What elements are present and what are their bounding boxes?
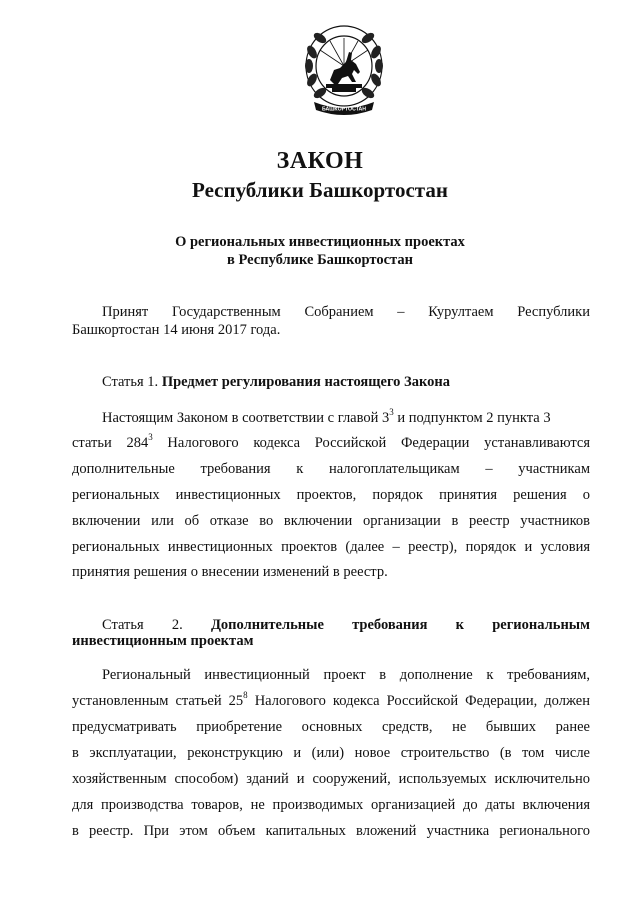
article-1-line-1: Настоящим Законом в соответствии с главой $3^3$ и подпунктом 2 пункта 3	[102, 407, 551, 426]
article-1-line-6: региональных инвестиционных проектов (далее – реестр), порядок и условия	[72, 539, 590, 555]
law-name-line-1: О региональных инвестиционных проектах	[175, 234, 465, 250]
law-name-line-2: в Республике Башкортостан	[227, 252, 413, 268]
article-1-line-5: включении или об отказе во включении организации в реестр участников	[72, 513, 590, 529]
article-1-line-7: принятия решения о внесении изменений в реестр.	[72, 564, 388, 580]
article-1-prefix: Статья 1.	[102, 374, 159, 390]
article-2-title-line-2: инвестиционным проектам	[72, 633, 254, 649]
article-2-line-2: установленным статьей $25^8$ Налогового кодекса Российской Федерации, должен	[72, 690, 590, 709]
article-1-line-3: дополнительные требования к налогоплательщикам – участникам	[72, 461, 590, 477]
emblem-ribbon-label: БАШКОРТОСТАН	[321, 106, 367, 113]
article-2-line-7: в реестр. При этом объем капитальных вложений участника регионального	[72, 823, 590, 839]
article-2-line-6: для производства товаров, не производимых организацией до даты включения	[72, 797, 590, 813]
adoption-line-2: Башкортостан 14 июня 2017 года.	[72, 322, 281, 338]
document-title: ЗАКОН	[276, 148, 364, 174]
article-2-line-4: в эксплуатации, реконструкцию и (или) новое строительство (в том числе	[72, 745, 590, 761]
article-1-line-2: статьи $284^3$ Налогового кодекса Российской Федерации устанавливаются	[72, 432, 590, 451]
article-2-line-1: Региональный инвестиционный проект в дополнение к требованиям,	[102, 667, 590, 683]
article-1-title: Предмет регулирования настоящего Закона	[161, 374, 450, 390]
article-2-line-3: предусматривать приобретение основных средств, не бывших ранее	[72, 719, 590, 735]
coat-of-arms-icon	[302, 22, 386, 120]
article-2-title-line-1: Дополнительные требования к региональным	[210, 617, 591, 633]
document-subtitle: Республики Башкортостан	[192, 178, 448, 202]
article-2-heading-line-2	[72, 631, 590, 651]
article-2-prefix: Статья 2.	[102, 617, 183, 633]
article-2-line-5: хозяйственным способом) зданий и сооружений, используемых исключительно	[72, 771, 590, 787]
article-1-line-4: региональных инвестиционных проектов, порядок принятия решения о	[72, 487, 590, 503]
adoption-line-1: Принят Государственным Собранием – Курултаем Республики	[102, 304, 590, 320]
article-1-heading	[72, 372, 620, 392]
